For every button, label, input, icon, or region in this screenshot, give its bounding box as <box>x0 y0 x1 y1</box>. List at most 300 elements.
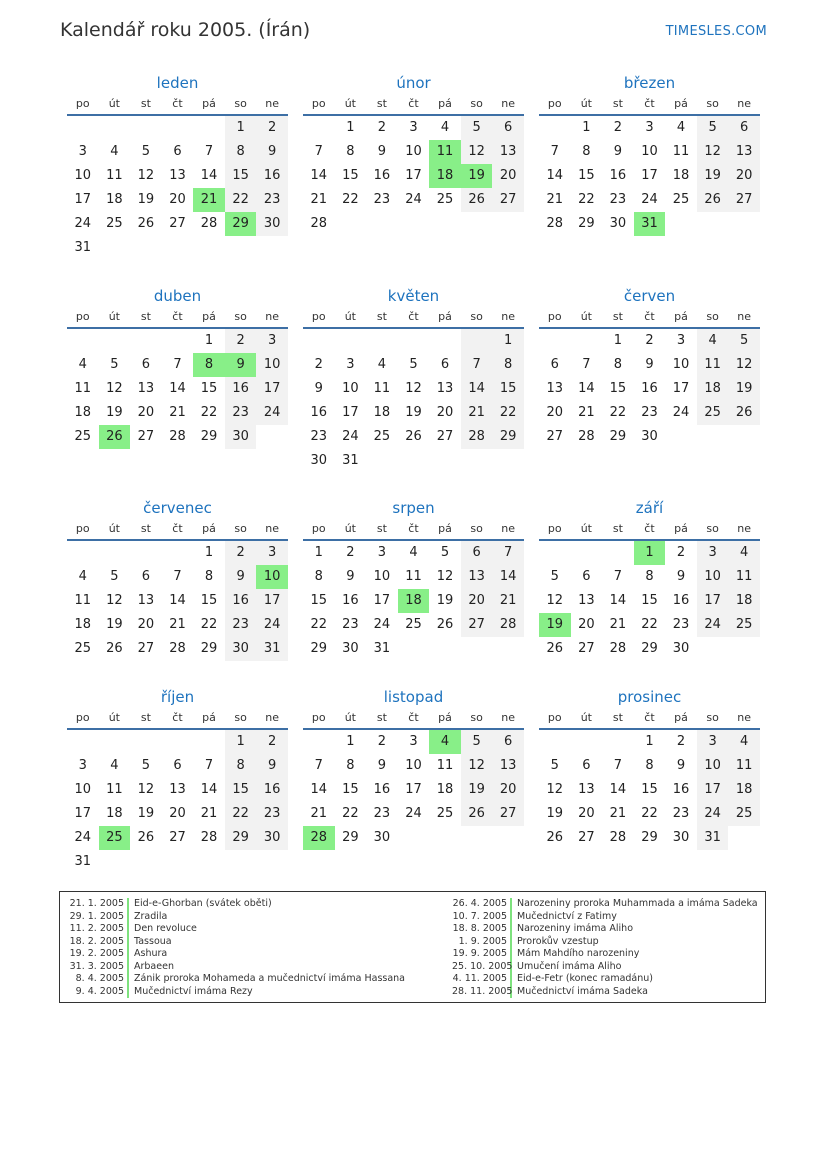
day-cell: 16 <box>256 778 288 802</box>
day-cell: 3 <box>256 329 288 353</box>
weekday-label: st <box>140 711 151 724</box>
day-cell: 14 <box>310 168 328 183</box>
weekday-label: út <box>580 310 592 323</box>
holiday-name: Umučení imáma Aliho <box>517 960 622 972</box>
day-cell: 17 <box>373 593 391 608</box>
day-cell: 8 <box>492 353 524 377</box>
day-cell: 17 <box>342 405 359 420</box>
weekday-label: po <box>311 522 326 535</box>
holiday-day-cell: 19 <box>461 164 493 188</box>
day-cell: 6 <box>141 357 151 372</box>
day-cell: 7 <box>613 758 623 773</box>
day-cell: 18 <box>728 589 760 613</box>
day-cell: 6 <box>492 116 524 140</box>
day-cell: 22 <box>641 617 658 632</box>
day-cell: 21 <box>546 192 564 207</box>
day-cell: 23 <box>672 617 690 632</box>
weekday-label: st <box>376 97 387 110</box>
day-cell: 14 <box>310 782 328 797</box>
month-block <box>67 285 288 449</box>
day-cell: 16 <box>609 168 627 183</box>
day-cell: 23 <box>225 613 257 637</box>
day-cell: 17 <box>697 778 729 802</box>
empty-cell <box>366 329 398 353</box>
weekday-label: so <box>234 97 247 110</box>
day-cell: 27 <box>492 802 524 826</box>
day-cell: 2 <box>676 545 686 560</box>
day-cell: 12 <box>546 782 564 797</box>
weekday-header <box>303 94 524 114</box>
day-cell: 27 <box>492 188 524 212</box>
day-cell: 14 <box>200 782 218 797</box>
month-name: leden <box>156 74 199 92</box>
month-block <box>67 497 288 661</box>
day-cell: 3 <box>697 730 729 754</box>
holiday-column-left <box>66 898 405 998</box>
weekday-label: ne <box>501 711 516 724</box>
weekday-label: st <box>376 711 387 724</box>
day-cell: 30 <box>609 216 627 231</box>
day-cell: 12 <box>728 353 760 377</box>
day-cell: 10 <box>641 144 658 159</box>
weekday-label: so <box>470 711 483 724</box>
holiday-name: Mučednictví imáma Rezy <box>134 985 253 997</box>
day-cell: 21 <box>492 589 524 613</box>
day-cell: 28 <box>609 830 627 845</box>
weekday-label: st <box>140 522 151 535</box>
day-cell: 22 <box>641 806 658 821</box>
day-cell: 25 <box>74 429 92 444</box>
day-cell: 12 <box>106 381 123 396</box>
day-cell: 30 <box>225 637 257 661</box>
day-cell: 8 <box>314 569 323 584</box>
day-cell: 10 <box>373 569 391 584</box>
day-cell: 5 <box>461 730 493 754</box>
empty-cell <box>429 329 461 353</box>
day-cell: 26 <box>461 802 493 826</box>
day-cell: 15 <box>609 381 627 396</box>
day-cell: 19 <box>461 778 493 802</box>
day-cell: 24 <box>405 192 422 207</box>
day-cell: 4 <box>440 120 450 135</box>
day-cell: 3 <box>645 120 654 135</box>
day-cell: 6 <box>461 541 493 565</box>
day-cell: 22 <box>342 806 359 821</box>
day-cell: 15 <box>641 782 658 797</box>
month-block <box>67 72 288 260</box>
weekday-label: st <box>612 522 623 535</box>
weekday-label: st <box>376 310 387 323</box>
day-cell: 17 <box>256 589 288 613</box>
day-grid <box>539 730 760 850</box>
day-cell: 31 <box>74 854 92 869</box>
day-cell: 16 <box>672 593 690 608</box>
day-cell: 27 <box>169 216 186 231</box>
weekday-label: po <box>75 522 90 535</box>
holiday-date: 4. 11. 2005 <box>452 973 512 986</box>
day-cell: 6 <box>141 569 151 584</box>
holiday-date: 19. 9. 2005 <box>452 948 512 961</box>
day-cell: 28 <box>492 613 524 637</box>
day-cell: 13 <box>461 565 493 589</box>
day-cell: 8 <box>645 569 654 584</box>
holiday-entry <box>452 973 758 986</box>
day-cell: 13 <box>137 593 155 608</box>
weekday-header <box>67 519 288 539</box>
weekday-label: ne <box>265 711 280 724</box>
holiday-day-cell: 18 <box>429 164 461 188</box>
weekday-header <box>539 307 760 327</box>
day-cell: 25 <box>436 192 454 207</box>
day-cell: 20 <box>169 192 186 207</box>
holiday-entry <box>66 961 405 974</box>
day-cell: 15 <box>342 782 359 797</box>
day-cell: 27 <box>578 641 595 656</box>
day-cell: 5 <box>697 116 729 140</box>
day-cell: 30 <box>225 425 257 449</box>
weekday-label: st <box>612 711 623 724</box>
day-cell: 25 <box>728 613 760 637</box>
day-cell: 23 <box>342 617 359 632</box>
day-cell: 14 <box>461 377 493 401</box>
day-cell: 12 <box>461 140 493 164</box>
holiday-entry <box>66 973 405 986</box>
empty-cell <box>162 730 194 754</box>
day-cell: 20 <box>169 806 186 821</box>
day-cell: 29 <box>492 425 524 449</box>
day-cell: 18 <box>106 806 123 821</box>
day-cell: 23 <box>373 806 391 821</box>
empty-cell <box>99 730 131 754</box>
day-cell: 10 <box>697 754 729 778</box>
weekday-label: pá <box>674 522 688 535</box>
weekday-label: pá <box>674 310 688 323</box>
day-cell: 27 <box>578 830 595 845</box>
month-name: prosinec <box>617 688 682 706</box>
day-cell: 5 <box>550 569 559 584</box>
day-cell: 29 <box>200 641 218 656</box>
day-cell: 27 <box>137 429 155 444</box>
day-cell: 15 <box>200 381 218 396</box>
day-cell: 29 <box>200 429 218 444</box>
day-cell: 15 <box>492 377 524 401</box>
day-cell: 23 <box>373 192 391 207</box>
day-cell: 17 <box>672 381 690 396</box>
weekday-label: po <box>75 97 90 110</box>
day-cell: 14 <box>200 168 218 183</box>
day-cell: 15 <box>310 593 328 608</box>
weekday-label: út <box>344 310 356 323</box>
day-cell: 12 <box>697 140 729 164</box>
empty-cell <box>571 329 603 353</box>
holiday-day-cell: 26 <box>99 425 131 449</box>
holiday-name: Mám Mahdího narozeniny <box>517 948 640 959</box>
day-cell: 17 <box>405 168 422 183</box>
empty-cell <box>571 541 603 565</box>
weekday-label: út <box>344 97 356 110</box>
day-cell: 5 <box>461 116 493 140</box>
day-cell: 6 <box>582 569 591 584</box>
holiday-name: Mučednictví z Fatimy <box>517 910 617 922</box>
day-cell: 9 <box>676 758 686 773</box>
day-cell: 20 <box>578 806 595 821</box>
empty-cell <box>398 329 430 353</box>
weekday-header <box>303 307 524 327</box>
day-cell: 28 <box>546 216 564 231</box>
weekday-label: ne <box>501 97 516 110</box>
weekday-label: po <box>75 711 90 724</box>
weekday-label: pá <box>202 310 216 323</box>
day-cell: 8 <box>204 569 214 584</box>
month-block <box>303 72 524 236</box>
weekday-label: po <box>547 97 562 110</box>
day-cell: 5 <box>550 758 559 773</box>
day-cell: 12 <box>106 593 123 608</box>
day-cell: 22 <box>200 617 218 632</box>
day-cell: 3 <box>697 541 729 565</box>
day-cell: 21 <box>169 617 186 632</box>
day-cell: 2 <box>256 116 288 140</box>
day-cell: 12 <box>137 782 155 797</box>
day-cell: 28 <box>200 830 218 845</box>
day-cell: 3 <box>256 541 288 565</box>
day-cell: 19 <box>546 806 564 821</box>
holiday-name: Narozeniny imáma Aliho <box>517 923 634 934</box>
day-cell: 23 <box>609 192 627 207</box>
day-cell: 30 <box>256 826 288 850</box>
holiday-date: 21. 1. 2005 <box>66 898 129 911</box>
day-cell: 6 <box>550 357 559 372</box>
day-cell: 29 <box>310 641 328 656</box>
empty-cell <box>99 116 131 140</box>
day-cell: 1 <box>225 116 257 140</box>
day-cell: 4 <box>78 357 87 372</box>
empty-cell <box>99 329 131 353</box>
month-name: listopad <box>383 688 444 706</box>
day-cell: 9 <box>377 144 387 159</box>
day-cell: 4 <box>377 357 387 372</box>
day-cell: 13 <box>436 381 454 396</box>
weekday-label: st <box>612 97 623 110</box>
day-cell: 18 <box>728 778 760 802</box>
brand-link[interactable]: TIMESLES.COM <box>665 24 767 39</box>
holiday-entry <box>452 948 758 961</box>
day-cell: 28 <box>461 425 493 449</box>
day-cell: 5 <box>409 357 418 372</box>
day-grid <box>539 541 760 661</box>
day-cell: 13 <box>578 593 595 608</box>
day-grid <box>67 329 288 449</box>
day-cell: 20 <box>436 405 454 420</box>
weekday-label: ne <box>737 97 752 110</box>
day-cell: 7 <box>492 541 524 565</box>
weekday-header <box>539 519 760 539</box>
day-cell: 26 <box>137 830 155 845</box>
empty-cell <box>162 329 194 353</box>
holiday-column-right <box>452 898 758 998</box>
day-cell: 7 <box>550 144 559 159</box>
weekday-label: čt <box>644 97 655 110</box>
day-cell: 24 <box>697 802 729 826</box>
day-cell: 18 <box>697 377 729 401</box>
day-cell: 10 <box>256 353 288 377</box>
day-cell: 8 <box>225 140 257 164</box>
day-cell: 13 <box>492 140 524 164</box>
month-block <box>303 285 524 473</box>
day-cell: 11 <box>672 144 690 159</box>
day-cell: 23 <box>672 806 690 821</box>
weekday-header <box>67 708 288 728</box>
day-grid <box>303 541 524 661</box>
day-cell: 26 <box>106 641 123 656</box>
day-cell: 24 <box>256 401 288 425</box>
day-cell: 12 <box>546 593 564 608</box>
empty-cell <box>130 541 162 565</box>
month-block <box>539 686 760 850</box>
day-cell: 19 <box>106 405 123 420</box>
day-cell: 27 <box>461 613 493 637</box>
day-cell: 12 <box>137 168 155 183</box>
day-cell: 7 <box>204 758 214 773</box>
day-cell: 10 <box>697 565 729 589</box>
day-cell: 10 <box>405 144 422 159</box>
day-cell: 18 <box>74 617 92 632</box>
day-cell: 9 <box>645 357 654 372</box>
day-cell: 24 <box>74 216 92 231</box>
day-cell: 28 <box>200 216 218 231</box>
day-cell: 21 <box>578 405 595 420</box>
day-cell: 25 <box>373 429 391 444</box>
day-cell: 15 <box>578 168 595 183</box>
weekday-label: pá <box>438 711 452 724</box>
day-cell: 9 <box>256 140 288 164</box>
holiday-day-cell: 4 <box>429 730 461 754</box>
day-cell: 16 <box>373 168 391 183</box>
day-cell: 29 <box>342 830 359 845</box>
holiday-name: Den revoluce <box>134 923 197 934</box>
holiday-day-cell: 25 <box>99 826 131 850</box>
holiday-name: Prorokův vzestup <box>517 935 599 947</box>
holiday-date: 11. 2. 2005 <box>66 923 129 936</box>
empty-cell <box>539 541 571 565</box>
day-cell: 23 <box>641 405 658 420</box>
holiday-date: 1. 9. 2005 <box>452 936 512 949</box>
day-cell: 16 <box>672 782 690 797</box>
day-grid <box>67 541 288 661</box>
day-cell: 27 <box>546 429 564 444</box>
day-cell: 4 <box>697 329 729 353</box>
weekday-header <box>303 708 524 728</box>
weekday-label: pá <box>674 711 688 724</box>
month-name: květen <box>387 287 440 305</box>
weekday-label: so <box>706 711 719 724</box>
weekday-label: út <box>580 711 592 724</box>
holiday-date: 31. 3. 2005 <box>66 961 129 974</box>
day-cell: 27 <box>169 830 186 845</box>
day-cell: 3 <box>346 357 355 372</box>
holiday-date: 25. 10. 2005 <box>452 960 513 972</box>
holiday-day-cell: 1 <box>634 541 666 565</box>
empty-cell <box>335 329 367 353</box>
holiday-entry <box>66 898 405 911</box>
day-cell: 18 <box>74 405 92 420</box>
day-cell: 17 <box>74 806 92 821</box>
empty-cell <box>67 116 99 140</box>
day-cell: 26 <box>546 641 564 656</box>
day-cell: 2 <box>645 333 654 348</box>
day-cell: 15 <box>641 593 658 608</box>
day-cell: 4 <box>728 730 760 754</box>
day-cell: 20 <box>137 405 155 420</box>
empty-cell <box>67 329 99 353</box>
day-cell: 22 <box>225 802 257 826</box>
weekday-label: čt <box>408 310 419 323</box>
day-cell: 2 <box>225 329 257 353</box>
day-cell: 20 <box>578 617 595 632</box>
day-cell: 14 <box>609 782 627 797</box>
month-name: červenec <box>143 499 212 517</box>
day-cell: 3 <box>377 545 387 560</box>
day-cell: 24 <box>342 429 359 444</box>
holiday-entry <box>452 961 758 974</box>
day-cell: 25 <box>697 401 729 425</box>
day-cell: 25 <box>436 806 454 821</box>
empty-cell <box>130 329 162 353</box>
holiday-date: 18. 2. 2005 <box>66 936 129 949</box>
weekday-label: út <box>580 97 592 110</box>
day-cell: 14 <box>169 381 186 396</box>
holiday-day-cell: 31 <box>634 212 666 236</box>
day-cell: 27 <box>728 188 760 212</box>
day-cell: 20 <box>546 405 564 420</box>
day-cell: 12 <box>436 569 454 584</box>
day-cell: 23 <box>310 429 328 444</box>
day-cell: 17 <box>405 782 422 797</box>
day-cell: 1 <box>314 545 323 560</box>
day-cell: 30 <box>672 830 690 845</box>
empty-cell <box>130 116 162 140</box>
weekday-label: po <box>547 711 562 724</box>
day-cell: 24 <box>74 830 92 845</box>
day-cell: 29 <box>641 641 658 656</box>
day-cell: 16 <box>256 164 288 188</box>
weekday-label: ne <box>501 310 516 323</box>
day-cell: 14 <box>546 168 564 183</box>
day-cell: 31 <box>697 826 729 850</box>
day-cell: 8 <box>613 357 623 372</box>
weekday-label: ne <box>737 711 752 724</box>
weekday-label: čt <box>172 310 183 323</box>
day-cell: 18 <box>672 168 690 183</box>
day-cell: 4 <box>110 144 119 159</box>
day-cell: 27 <box>436 429 454 444</box>
day-cell: 11 <box>74 381 92 396</box>
weekday-label: pá <box>202 97 216 110</box>
day-cell: 17 <box>697 589 729 613</box>
day-cell: 30 <box>672 641 690 656</box>
day-cell: 8 <box>346 758 355 773</box>
weekday-label: po <box>311 711 326 724</box>
day-cell: 21 <box>609 806 627 821</box>
day-cell: 1 <box>346 120 355 135</box>
empty-cell <box>539 329 571 353</box>
day-cell: 26 <box>546 830 564 845</box>
weekday-label: so <box>706 310 719 323</box>
day-cell: 7 <box>461 353 493 377</box>
day-cell: 26 <box>436 617 454 632</box>
weekday-label: čt <box>172 97 183 110</box>
day-cell: 24 <box>641 192 658 207</box>
